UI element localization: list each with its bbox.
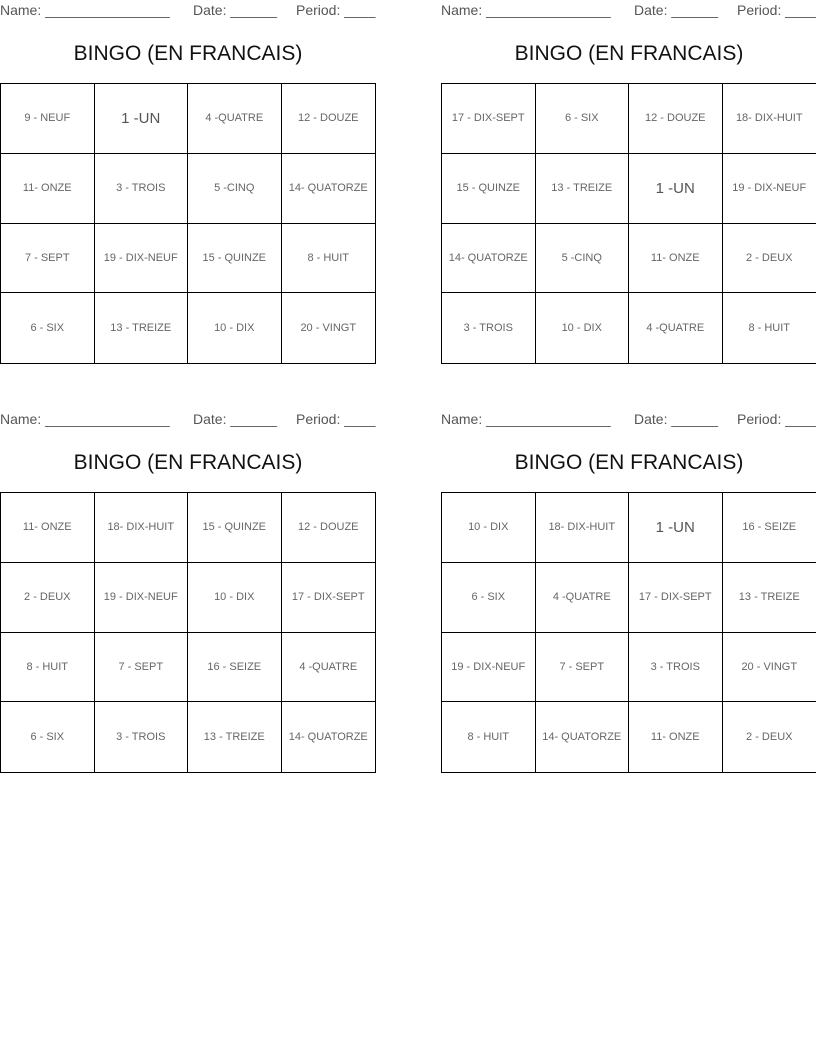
bingo-cell: 7 - SEPT <box>1 224 95 294</box>
bingo-cell: 18- DIX-HUIT <box>536 493 630 563</box>
bingo-grid <box>0 83 376 364</box>
bingo-cell: 20 - VINGT <box>723 633 816 703</box>
bingo-cell: 3 - TROIS <box>95 702 189 772</box>
bingo-grid <box>441 83 816 364</box>
bingo-cell: 14- QUATORZE <box>282 154 376 224</box>
date-field: Date: ______ <box>634 2 719 18</box>
bingo-cell: 11- ONZE <box>1 493 95 563</box>
bingo-card-2 <box>441 0 816 335</box>
bingo-cell: 12 - DOUZE <box>282 84 376 154</box>
bingo-cell: 8 - HUIT <box>442 702 536 772</box>
bingo-cell: 4 -QUATRE <box>188 84 282 154</box>
bingo-cell: 10 - DIX <box>188 293 282 363</box>
bingo-cell: 12 - DOUZE <box>282 493 376 563</box>
bingo-cell: 14- QUATORZE <box>288 731 368 744</box>
bingo-cell: 10 - DIX <box>536 293 630 363</box>
bingo-cell: 13 - TREIZE <box>536 154 630 224</box>
name-field: Name: ________________ <box>0 2 170 18</box>
bingo-card-4 <box>441 409 816 744</box>
bingo-cell: 16 - SEIZE <box>188 633 282 703</box>
bingo-cell: 10 - DIX <box>442 493 536 563</box>
bingo-cell: 6 - SIX <box>1 293 95 363</box>
bingo-cell: 6 - SIX <box>1 702 95 772</box>
bingo-cell: 1 -UN <box>629 154 723 224</box>
bingo-cell: 18- DIX-HUIT <box>95 493 189 563</box>
bingo-cell: 4 -QUATRE <box>536 563 630 633</box>
bingo-cell: 20 - VINGT <box>300 322 357 335</box>
bingo-cell: 15 - QUINZE <box>188 224 282 294</box>
bingo-card-3 <box>0 409 376 744</box>
bingo-cell: 3 - TROIS <box>442 293 536 363</box>
bingo-cell: 11- ONZE <box>1 154 95 224</box>
bingo-cell: 8 - HUIT <box>282 224 376 294</box>
bingo-cell: 12 - DOUZE <box>629 84 723 154</box>
bingo-cell: 13 - TREIZE <box>723 563 816 633</box>
card-title: BINGO (EN FRANCAIS) <box>514 451 744 474</box>
bingo-cell: 4 -QUATRE <box>282 633 376 703</box>
name-field: Name: ________________ <box>0 411 170 427</box>
bingo-cell: 1 -UN <box>95 84 189 154</box>
bingo-cell: 18- DIX-HUIT <box>723 84 816 154</box>
bingo-cell: 7 - SEPT <box>95 633 189 703</box>
bingo-cell: 8 - HUIT <box>748 322 791 335</box>
bingo-cell: 4 -QUATRE <box>629 293 723 363</box>
bingo-cell: 17 - DIX-SEPT <box>629 563 723 633</box>
card-title: BINGO (EN FRANCAIS) <box>514 42 744 65</box>
date-field: Date: ______ <box>193 2 278 18</box>
period-field: Period: ____ <box>296 2 376 18</box>
bingo-cell: 19 - DIX-NEUF <box>95 563 189 633</box>
bingo-cell: 2 - DEUX <box>746 731 793 744</box>
bingo-cell: 7 - SEPT <box>536 633 630 703</box>
date-field: Date: ______ <box>193 411 278 427</box>
bingo-cell: 14- QUATORZE <box>442 224 536 294</box>
bingo-cell: 15 - QUINZE <box>188 493 282 563</box>
bingo-cell: 17 - DIX-SEPT <box>442 84 536 154</box>
bingo-cell: 2 - DEUX <box>1 563 95 633</box>
bingo-cell: 15 - QUINZE <box>442 154 536 224</box>
student-info-line <box>441 0 816 20</box>
bingo-cell: 5 -CINQ <box>188 154 282 224</box>
period-field: Period: ____ <box>737 2 816 18</box>
bingo-cell: 3 - TROIS <box>95 154 189 224</box>
bingo-cell: 13 - TREIZE <box>188 702 282 772</box>
student-info-line <box>0 0 376 20</box>
name-field: Name: ________________ <box>441 411 611 427</box>
bingo-cell: 10 - DIX <box>188 563 282 633</box>
bingo-cell: 19 - DIX-NEUF <box>723 154 816 224</box>
bingo-cell: 6 - SIX <box>442 563 536 633</box>
bingo-cell: 19 - DIX-NEUF <box>442 633 536 703</box>
bingo-cell: 1 -UN <box>629 493 723 563</box>
bingo-cell: 19 - DIX-NEUF <box>95 224 189 294</box>
bingo-cell: 6 - SIX <box>536 84 630 154</box>
bingo-cell: 17 - DIX-SEPT <box>282 563 376 633</box>
bingo-card-1 <box>0 0 376 335</box>
card-title: BINGO (EN FRANCAIS) <box>73 451 303 474</box>
bingo-cell: 11- ONZE <box>629 702 723 772</box>
bingo-cell: 14- QUATORZE <box>536 702 630 772</box>
bingo-cell: 9 - NEUF <box>1 84 95 154</box>
bingo-cell: 16 - SEIZE <box>723 493 816 563</box>
bingo-cell: 11- ONZE <box>629 224 723 294</box>
bingo-cell: 13 - TREIZE <box>95 293 189 363</box>
bingo-cell: 3 - TROIS <box>629 633 723 703</box>
bingo-grid <box>441 492 816 773</box>
bingo-grid <box>0 492 376 773</box>
student-info-line <box>0 409 376 429</box>
bingo-cell: 8 - HUIT <box>1 633 95 703</box>
period-field: Period: ____ <box>296 411 376 427</box>
date-field: Date: ______ <box>634 411 719 427</box>
card-title: BINGO (EN FRANCAIS) <box>73 42 303 65</box>
bingo-cell: 2 - DEUX <box>723 224 816 294</box>
student-info-line <box>441 409 816 429</box>
bingo-cell: 5 -CINQ <box>536 224 630 294</box>
period-field: Period: ____ <box>737 411 816 427</box>
name-field: Name: ________________ <box>441 2 611 18</box>
